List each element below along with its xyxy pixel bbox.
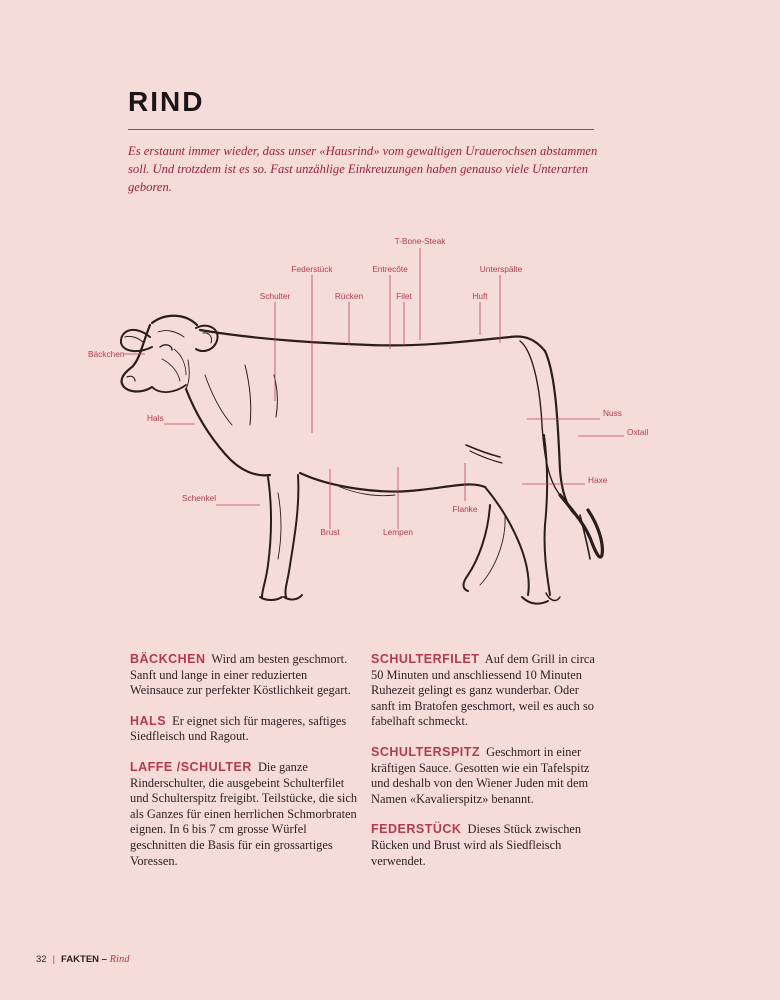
cow-illustration	[121, 316, 602, 604]
label-oxtail: Oxtail	[627, 427, 649, 437]
label-lempen: Lempen	[383, 527, 413, 537]
entry-text: Wird am besten geschmort. Sanft und lange in einer reduzierten Weinsauce zur perfekter Köstlichkeit gegart.	[130, 652, 351, 698]
footer-chapter: Rind	[109, 954, 130, 965]
label-federstueck: Federstück	[291, 264, 333, 274]
entry-federstueck	[371, 822, 599, 869]
label-haxe: Haxe	[588, 475, 608, 485]
intro-text: Es erstaunt immer wieder, dass unser «Hausrind» vom gewaltigen Urauerochsen abstammen soll. Und trotzdem ist es so. Fast unzählige Einkreuzungen haben genauso viele Unterarten geboren.	[128, 144, 598, 194]
entry-text: Dieses Stück zwischen Rücken und Brust wird als Siedfleisch verwendet.	[371, 822, 582, 868]
entry-text: Die ganze Rinderschulter, die ausgebeint Schulterfilet und Schulterspitz freigibt. Teilstücke, die sich als Ganzes für einen herrlichen Schmorbraten eignen. In 6 bis 7 cm grosse Würfel geschnitten die Basis für ein grossartiges Voressen.	[130, 759, 358, 868]
footer-section: FAKTEN –	[61, 954, 107, 965]
label-schenkel: Schenkel	[182, 493, 217, 503]
label-ruecken: Rücken	[334, 291, 364, 301]
entry-term: LAFFE /SCHULTER	[130, 759, 252, 774]
label-nuss: Nuss	[603, 408, 622, 418]
label-entrecote: Entrecôte	[372, 264, 408, 274]
label-flanke: Flanke	[452, 504, 478, 514]
page-number: 32	[36, 954, 47, 965]
entry-term: SCHULTERSPITZ	[371, 744, 481, 759]
entry-term: HALS	[130, 713, 167, 728]
entry-schulterfilet	[371, 652, 599, 730]
entry-text: Geschmort in einer kräftigen Sauce. Gesotten wie ein Tafelspitz und deshalb von den Wiener Juden mit dem Namen «Kavalierspitz» benannt.	[371, 744, 590, 806]
text-column-left	[130, 652, 358, 884]
label-hals: Hals	[147, 413, 164, 423]
leader-lines	[124, 248, 624, 529]
page-title: RIND	[128, 86, 205, 117]
label-unterspaelte: Unterspälte	[479, 264, 523, 274]
footer-separator: |	[52, 954, 56, 965]
entry-term: FEDERSTÜCK	[371, 822, 462, 837]
entry-hals	[130, 714, 358, 745]
entry-term: SCHULTERFILET	[371, 652, 480, 666]
entry-schulterspitz	[371, 745, 599, 807]
entry-text: Er eignet sich für mageres, saftiges Siedfleisch und Ragout.	[130, 713, 347, 744]
entry-term: BÄCKCHEN	[130, 652, 206, 666]
label-filet: Filet	[396, 291, 412, 301]
text-column-right	[371, 652, 599, 884]
label-baeckchen: Bäckchen	[88, 349, 125, 359]
label-brust: Brust	[320, 527, 340, 537]
entry-laffe-schulter	[130, 760, 358, 869]
title-rule	[128, 129, 594, 130]
label-schulter: Schulter	[259, 291, 291, 301]
beef-cuts-diagram	[0, 225, 780, 625]
label-huft: Huft	[472, 291, 488, 301]
entry-text: Auf dem Grill in circa 50 Minuten und anschliessend 10 Minuten Ruhezeit gelingt es ganz wunderbar. Oder sanft im Bratofen geschmort, weil es auch so fabelhaft schmeckt.	[371, 652, 595, 729]
page-footer	[36, 954, 129, 965]
label-tbone: T-Bone-Steak	[394, 236, 446, 246]
entry-baeckchen	[130, 652, 358, 699]
